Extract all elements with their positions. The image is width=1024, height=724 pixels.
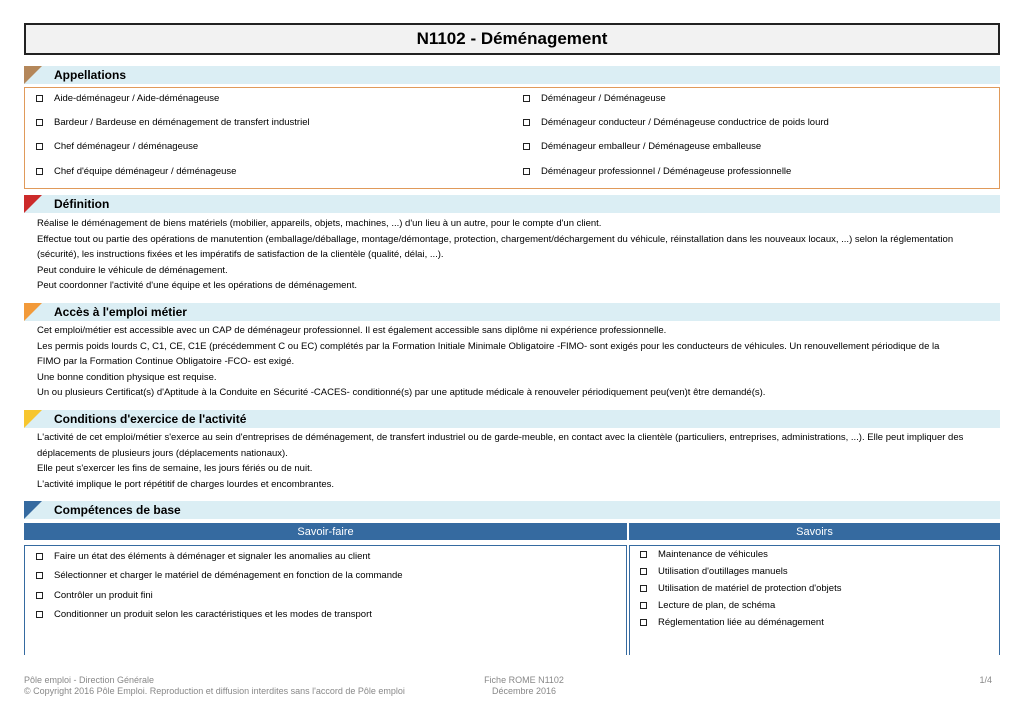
list-item <box>36 609 372 620</box>
savoir-faire-box <box>24 545 627 655</box>
checkbox-icon <box>36 592 43 599</box>
paragraph-line: Peut conduire le véhicule de déménagement. <box>37 264 228 276</box>
page-title: N1102 - Déménagement <box>24 23 1000 55</box>
triangle-competences <box>24 501 42 519</box>
acces-text <box>37 323 992 401</box>
corner-triangle-icon <box>24 501 42 519</box>
footer-date: Décembre 2016 <box>491 686 557 696</box>
corner-triangle-icon <box>24 66 42 84</box>
checkbox-icon <box>523 168 530 175</box>
list-item <box>36 166 236 177</box>
definition-text <box>37 216 992 294</box>
section-header-appellations <box>24 66 1000 84</box>
corner-triangle-icon <box>24 303 42 321</box>
knowledge-label: Maintenance de véhicules <box>658 549 768 560</box>
checkbox-icon <box>640 585 647 592</box>
checkbox-icon <box>36 143 43 150</box>
checkbox-icon <box>640 551 647 558</box>
triangle-acces <box>24 303 42 321</box>
section-title: Accès à l'emploi métier <box>54 305 187 319</box>
paragraph-line: déplacements de plusieurs jours (déplacements nationaux). <box>37 447 288 459</box>
paragraph-line: Cet emploi/métier est accessible avec un CAP de déménageur professionnel. Il est également accessible sans diplôme ni expérience professionnelle. <box>37 325 667 336</box>
appellation-label: Chef déménageur / déménageuse <box>54 141 199 152</box>
skill-label: Contrôler un produit fini <box>54 590 153 601</box>
section-header-competences <box>24 501 1000 519</box>
page-number: 1/4 <box>979 675 992 685</box>
section-header-conditions <box>24 410 1000 428</box>
list-item <box>523 166 791 177</box>
savoirs-box <box>629 545 1000 655</box>
list-item <box>523 93 666 104</box>
appellation-label: Déménageur / Déménageuse <box>541 93 666 104</box>
footer-org: Pôle emploi - Direction Générale <box>24 675 155 685</box>
checkbox-icon <box>640 602 647 609</box>
knowledge-label: Réglementation liée au déménagement <box>658 617 824 628</box>
list-item <box>523 117 829 128</box>
footer-center <box>474 675 574 697</box>
checkbox-icon <box>36 572 43 579</box>
checkbox-icon <box>36 168 43 175</box>
savoirs-header: Savoirs <box>629 523 1000 540</box>
list-item <box>36 570 403 581</box>
appellation-label: Aide-déménageur / Aide-déménageuse <box>54 93 220 104</box>
paragraph-line: Réalise le déménagement de biens matériels (mobilier, appareils, objets, machines, ...) d'un lieu à un autre, pour le compte d'un client. <box>37 218 602 229</box>
section-header-definition <box>24 195 1000 213</box>
footer-copyright: © Copyright 2016 Pôle Emploi. Reproduction et diffusion interdites sans l'accord de Pôle emploi <box>24 686 405 696</box>
knowledge-label: Utilisation de matériel de protection d'objets <box>658 583 842 594</box>
triangle-appellations <box>24 66 42 84</box>
list-item <box>523 141 761 152</box>
list-item <box>36 551 370 562</box>
triangle-conditions <box>24 410 42 428</box>
list-item <box>640 617 824 628</box>
paragraph-line: L'activité implique le port répétitif de charges lourdes et encombrantes. <box>37 478 335 490</box>
appellations-box <box>24 87 1000 189</box>
checkbox-icon <box>36 553 43 560</box>
appellation-label: Chef d'équipe déménageur / déménageuse <box>54 166 237 177</box>
footer-fiche: Fiche ROME N1102 <box>484 675 564 685</box>
paragraph-line: Une bonne condition physique est requise. <box>37 371 217 383</box>
list-item <box>36 141 198 152</box>
checkbox-icon <box>640 568 647 575</box>
footer-left <box>24 675 405 697</box>
appellation-label: Déménageur emballeur / Déménageuse emballeuse <box>541 141 762 152</box>
section-header-acces <box>24 303 1000 321</box>
list-item <box>36 590 153 601</box>
paragraph-line: Les permis poids lourds C, C1, CE, C1E (précédemment C ou EC) complétés par la Formation Initiale Minimale Obligatoire -FIMO- sont exigés pour les conducteurs de véhicules. Un renouvellement périodique de la <box>37 340 940 352</box>
paragraph-line: FIMO par la Formation Continue Obligatoire -FCO- est exigé. <box>37 356 295 368</box>
list-item <box>640 549 768 560</box>
section-title: Compétences de base <box>54 503 181 517</box>
knowledge-label: Lecture de plan, de schéma <box>658 600 776 611</box>
list-item <box>36 93 219 104</box>
triangle-definition <box>24 195 42 213</box>
savoir-faire-header: Savoir-faire <box>24 523 627 540</box>
section-title: Appellations <box>54 68 127 82</box>
list-item <box>640 566 788 577</box>
appellation-label: Bardeur / Bardeuse en déménagement de transfert industriel <box>54 117 310 128</box>
corner-triangle-icon <box>24 410 42 428</box>
paragraph-line: Un ou plusieurs Certificat(s) d'Aptitude à la Conduite en Sécurité -CACES- conditionné(s) par une aptitude médicale à renouveler périodiquement peu(ven)t être demandé(s). <box>37 387 766 399</box>
appellation-label: Déménageur conducteur / Déménageuse conductrice de poids lourd <box>541 117 829 128</box>
checkbox-icon <box>640 619 647 626</box>
conditions-text <box>37 430 992 492</box>
checkbox-icon <box>36 119 43 126</box>
checkbox-icon <box>523 95 530 102</box>
checkbox-icon <box>36 611 43 618</box>
corner-triangle-icon <box>24 195 42 213</box>
skill-label: Conditionner un produit selon les caractéristiques et les modes de transport <box>54 609 372 620</box>
section-title: Conditions d'exercice de l'activité <box>54 412 247 426</box>
appellation-label: Déménageur professionnel / Déménageuse professionnelle <box>541 166 792 177</box>
list-item <box>640 600 775 611</box>
paragraph-line: Peut coordonner l'activité d'une équipe et les opérations de déménagement. <box>37 280 357 292</box>
list-item <box>640 583 841 594</box>
checkbox-icon <box>523 143 530 150</box>
list-item <box>36 117 310 128</box>
paragraph-line: L'activité de cet emploi/métier s'exerce au sein d'entreprises de déménagement, de transfert industriel ou de garde-meuble, en contact avec la clientèle (particuliers, entreprises, administrations, ...). Elle peut impliquer des <box>37 432 964 443</box>
section-title: Définition <box>54 197 110 211</box>
paragraph-line: (sécurité), les instructions fixées et les impératifs de satisfaction de la clientèle (qualité, délai, ...). <box>37 249 444 261</box>
skill-label: Sélectionner et charger le matériel de déménagement en fonction de la commande <box>54 570 403 581</box>
paragraph-line: Effectue tout ou partie des opérations de manutention (emballage/déballage, montage/démontage, protection, chargement/déchargement du véhicule, réinstallation dans les nouveaux locaux, ...) selon la réglementation <box>37 233 954 245</box>
checkbox-icon <box>36 95 43 102</box>
knowledge-label: Utilisation d'outillages manuels <box>658 566 788 577</box>
skill-label: Faire un état des éléments à déménager et signaler les anomalies au client <box>54 551 371 562</box>
paragraph-line: Elle peut s'exercer les fins de semaine, les jours fériés ou de nuit. <box>37 463 313 475</box>
checkbox-icon <box>523 119 530 126</box>
